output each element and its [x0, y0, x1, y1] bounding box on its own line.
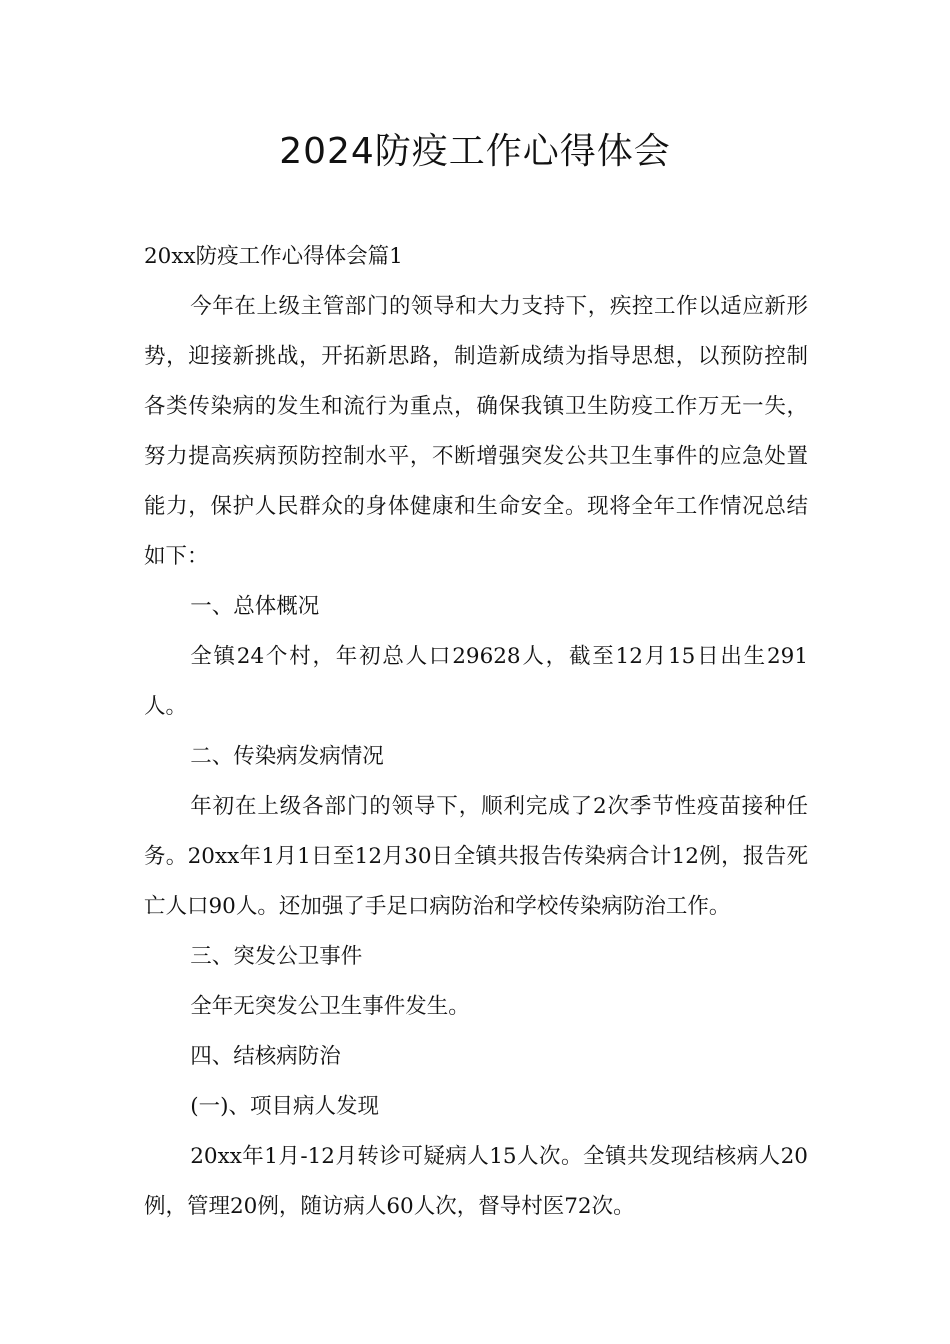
subheading-patient-detection: (一)、项目病人发现	[190, 1094, 379, 1119]
paragraph-public-health-events: 全年无突发公卫生事件发生。	[190, 994, 470, 1019]
paragraph-infectious-disease: 年初在上级各部门的领导下，顺利完成了2次季节性疫苗接种任务。20xx年1月1日至12月30日全镇共报告传染病合计12例，报告死亡人口90人。还加强了手足口病防治和学校传染病防治工作。	[144, 794, 808, 919]
heading-public-health-events: 三、突发公卫事件	[190, 944, 363, 969]
paragraph-intro: 今年在上级主管部门的领导和大力支持下，疾控工作以适应新形势，迎接新挑战，开拓新思路，制造新成绩为指导思想，以预防控制各类传染病的发生和流行为重点，确保我镇卫生防疫工作万无一失，努力提高疾病预防控制水平，不断增强突发公共卫生事件的应急处置能力，保护人民群众的身体健康和生命安全。现将全年工作情况总结如下：	[144, 294, 808, 569]
paragraph-patient-detection: 20xx年1月-12月转诊可疑病人15人次。全镇共发现结核病人20例，管理20例，随访病人60人次，督导村医72次。	[144, 1144, 808, 1219]
heading-infectious-disease: 二、传染病发病情况	[190, 744, 384, 769]
document-body	[144, 232, 808, 1232]
document-title: 2024防疫工作心得体会	[279, 131, 671, 172]
heading-tuberculosis: 四、结核病防治	[190, 1044, 341, 1069]
section-heading: 20xx防疫工作心得体会篇1	[144, 244, 403, 269]
paragraph-overview: 全镇24个村，年初总人口29628人，截至12月15日出生291人。	[144, 644, 808, 719]
heading-overview: 一、总体概况	[190, 594, 320, 619]
